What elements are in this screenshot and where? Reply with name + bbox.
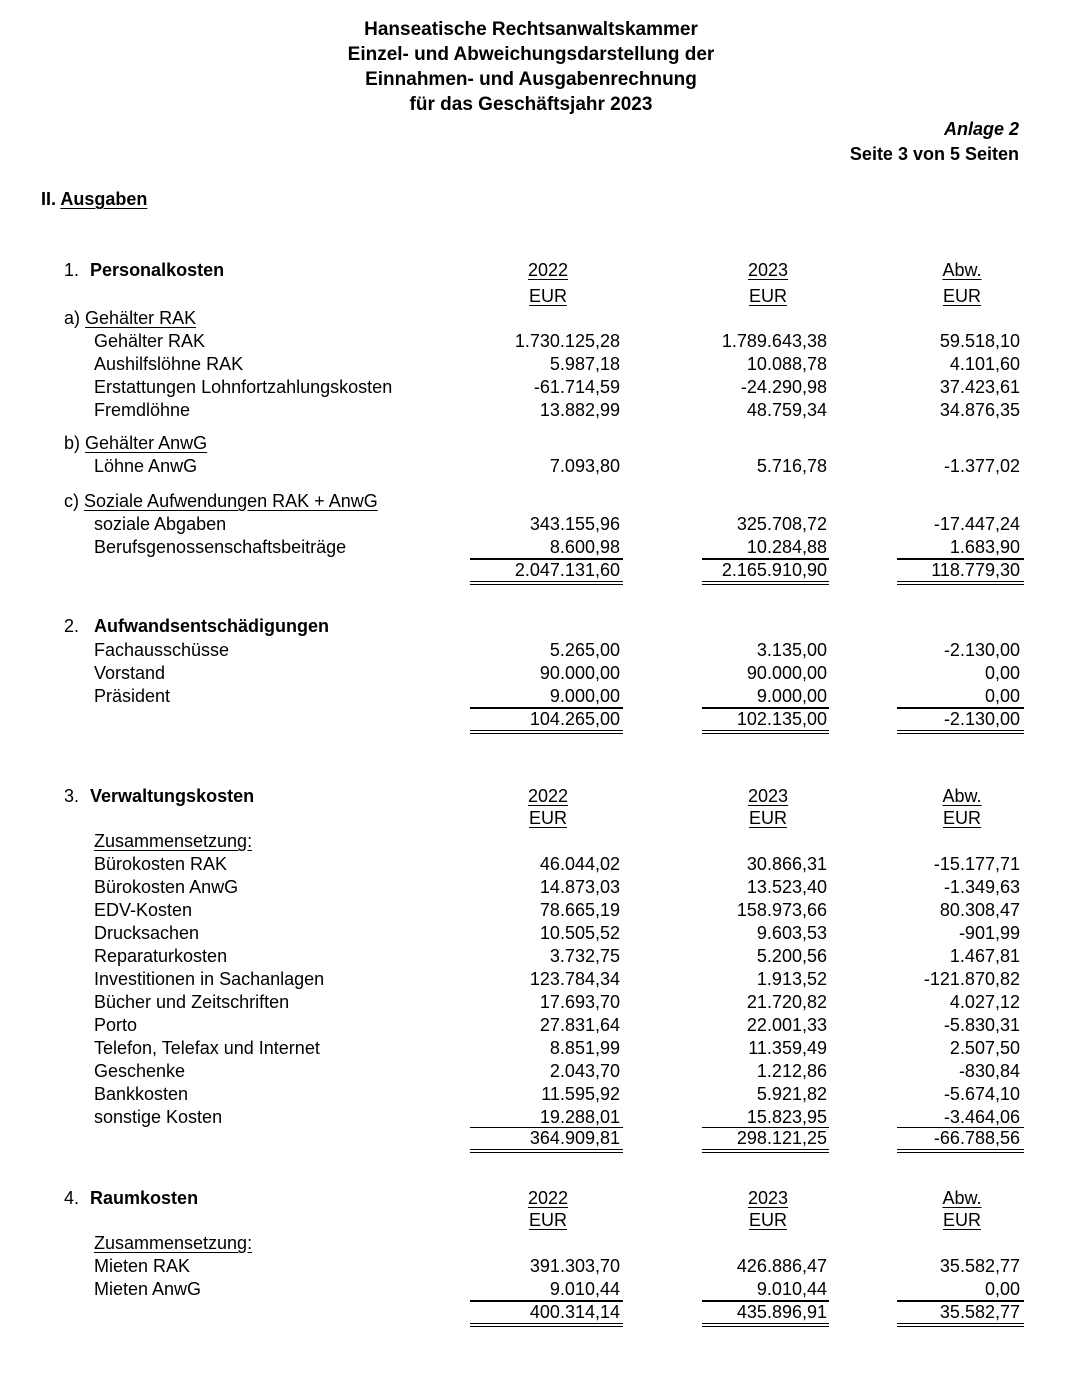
total-abw: -66.788,56 bbox=[933, 1128, 1020, 1148]
value-2023: 5.200,56 bbox=[756, 946, 827, 966]
value-abw: -5.830,31 bbox=[943, 1015, 1020, 1035]
value-2022: 8.600,98 bbox=[549, 537, 620, 557]
group-heading bbox=[64, 432, 207, 455]
row-label: Präsident bbox=[94, 686, 171, 706]
row-label: Porto bbox=[94, 1015, 138, 1035]
composition-label: Zusammensetzung: bbox=[94, 831, 253, 851]
column-header-2022: 2022 bbox=[527, 260, 569, 280]
row-label: Fachausschüsse bbox=[94, 640, 230, 660]
value-abw: -2.130,00 bbox=[943, 640, 1020, 660]
section-heading bbox=[64, 615, 329, 638]
value-2023: 90.000,00 bbox=[746, 663, 827, 683]
value-2023: 5.716,78 bbox=[756, 456, 827, 476]
value-abw: 1.467,81 bbox=[949, 946, 1020, 966]
value-2023: -24.290,98 bbox=[740, 377, 827, 397]
section-title: Personalkosten bbox=[90, 260, 225, 280]
section-heading bbox=[64, 259, 224, 282]
row-label: Geschenke bbox=[94, 1061, 186, 1081]
row-label: Mieten AnwG bbox=[94, 1279, 202, 1299]
section-number: 2. bbox=[64, 616, 80, 636]
total-double-rule bbox=[702, 1323, 829, 1327]
value-2023: 30.866,31 bbox=[746, 854, 827, 874]
row-label: Berufsgenossenschaftsbeiträge bbox=[94, 537, 347, 557]
row-label: Löhne AnwG bbox=[94, 456, 198, 476]
column-unit: EUR bbox=[528, 808, 567, 828]
attachment-label: Anlage 2 bbox=[943, 119, 1019, 139]
value-abw: 59.518,10 bbox=[939, 331, 1020, 351]
row-label: Gehälter RAK bbox=[94, 331, 206, 351]
part-number: II. bbox=[41, 189, 57, 209]
column-header-2023: 2023 bbox=[747, 786, 789, 806]
column-unit: EUR bbox=[528, 286, 567, 306]
section-number: 4. bbox=[64, 1188, 80, 1208]
value-2022: 14.873,03 bbox=[539, 877, 620, 897]
value-2022: 5.265,00 bbox=[549, 640, 620, 660]
section-title: Raumkosten bbox=[90, 1188, 199, 1208]
column-header-abw: Abw. bbox=[942, 786, 982, 806]
value-2023: 11.359,49 bbox=[748, 1038, 827, 1058]
title-line: Einnahmen- und Ausgabenrechnung bbox=[365, 69, 697, 90]
value-2023: 10.284,88 bbox=[746, 537, 827, 557]
title-line: für das Geschäftsjahr 2023 bbox=[409, 94, 653, 115]
row-label: soziale Abgaben bbox=[94, 514, 227, 534]
value-2022: 9.000,00 bbox=[549, 686, 620, 706]
total-double-rule bbox=[897, 1149, 1024, 1153]
section-heading bbox=[64, 785, 254, 808]
value-2023: 325.708,72 bbox=[736, 514, 827, 534]
value-2023: 9.000,00 bbox=[756, 686, 827, 706]
page-indicator: Seite 3 von 5 Seiten bbox=[849, 144, 1019, 164]
row-label: Telefon, Telefax und Internet bbox=[94, 1038, 320, 1058]
value-abw: 4.027,12 bbox=[949, 992, 1020, 1012]
value-2022: 46.044,02 bbox=[539, 854, 620, 874]
total-2022: 104.265,00 bbox=[529, 709, 620, 729]
section-title: Verwaltungskosten bbox=[90, 786, 255, 806]
value-abw: 4.101,60 bbox=[949, 354, 1020, 374]
total-2023: 102.135,00 bbox=[736, 709, 827, 729]
value-abw: 2.507,50 bbox=[949, 1038, 1020, 1058]
value-abw: -830,84 bbox=[958, 1061, 1020, 1081]
value-2022: 10.505,52 bbox=[539, 923, 620, 943]
row-label: Bürokosten AnwG bbox=[94, 877, 239, 897]
attachment-info bbox=[850, 117, 1019, 167]
value-2023: 1.789.643,38 bbox=[721, 331, 827, 351]
composition-label: Zusammensetzung: bbox=[94, 1233, 253, 1253]
total-abw: 35.582,77 bbox=[939, 1302, 1020, 1322]
row-label: sonstige Kosten bbox=[94, 1107, 223, 1127]
value-2023: 1.913,52 bbox=[756, 969, 827, 989]
value-2022: 123.784,34 bbox=[529, 969, 620, 989]
column-unit: EUR bbox=[748, 808, 787, 828]
total-2022: 364.909,81 bbox=[529, 1128, 620, 1148]
value-2023: 9.603,53 bbox=[756, 923, 827, 943]
title-line: Einzel- und Abweichungsdarstellung der bbox=[347, 44, 715, 65]
value-abw: -121.870,82 bbox=[923, 969, 1020, 989]
total-2023: 2.165.910,90 bbox=[721, 560, 827, 580]
column-header-abw: Abw. bbox=[942, 1188, 982, 1208]
value-abw: -15.177,71 bbox=[933, 854, 1020, 874]
value-abw: 34.876,35 bbox=[939, 400, 1020, 420]
value-2022: 9.010,44 bbox=[549, 1279, 620, 1299]
value-2022: 5.987,18 bbox=[549, 354, 620, 374]
value-2023: 426.886,47 bbox=[736, 1256, 827, 1276]
value-abw: -1.349,63 bbox=[943, 877, 1020, 897]
column-header-2023: 2023 bbox=[747, 1188, 789, 1208]
value-abw: 1.683,90 bbox=[949, 537, 1020, 557]
section-heading bbox=[64, 1187, 198, 1210]
value-abw: -1.377,02 bbox=[943, 456, 1020, 476]
value-abw: -17.447,24 bbox=[933, 514, 1020, 534]
value-2022: 343.155,96 bbox=[529, 514, 620, 534]
value-2023: 13.523,40 bbox=[746, 877, 827, 897]
value-abw: 0,00 bbox=[984, 1279, 1020, 1299]
row-label: Bürokosten RAK bbox=[94, 854, 228, 874]
value-2023: 9.010,44 bbox=[756, 1279, 827, 1299]
value-abw: 35.582,77 bbox=[939, 1256, 1020, 1276]
total-double-rule bbox=[897, 730, 1024, 734]
value-2023: 21.720,82 bbox=[746, 992, 827, 1012]
row-label: Investitionen in Sachanlagen bbox=[94, 969, 325, 989]
column-unit: EUR bbox=[942, 286, 981, 306]
value-2022: 13.882,99 bbox=[539, 400, 620, 420]
total-double-rule bbox=[897, 1323, 1024, 1327]
value-2023: 15.823,95 bbox=[746, 1107, 827, 1127]
value-2022: 90.000,00 bbox=[539, 663, 620, 683]
total-double-rule bbox=[897, 581, 1024, 585]
group-label: c) bbox=[64, 491, 79, 511]
value-2022: 2.043,70 bbox=[549, 1061, 620, 1081]
value-2023: 158.973,66 bbox=[736, 900, 827, 920]
column-unit: EUR bbox=[942, 1210, 981, 1230]
total-abw: 118.779,30 bbox=[931, 560, 1020, 580]
total-double-rule bbox=[470, 730, 623, 734]
total-2023: 298.121,25 bbox=[736, 1128, 827, 1148]
value-2022: 11.595,92 bbox=[541, 1084, 620, 1104]
value-abw: 37.423,61 bbox=[939, 377, 1020, 397]
row-label: EDV-Kosten bbox=[94, 900, 193, 920]
document-title bbox=[300, 17, 762, 117]
total-2022: 2.047.131,60 bbox=[514, 560, 620, 580]
total-double-rule bbox=[702, 1149, 829, 1153]
group-title: Soziale Aufwendungen RAK + AnwG bbox=[84, 491, 378, 511]
column-header-abw: Abw. bbox=[942, 260, 982, 280]
row-label: Aushilfslöhne RAK bbox=[94, 354, 244, 374]
column-unit: EUR bbox=[748, 286, 787, 306]
value-2022: 1.730.125,28 bbox=[514, 331, 620, 351]
group-title: Gehälter AnwG bbox=[85, 433, 208, 453]
value-2022: 8.851,99 bbox=[549, 1038, 620, 1058]
row-label: Bücher und Zeitschriften bbox=[94, 992, 290, 1012]
value-abw: -5.674,10 bbox=[943, 1084, 1020, 1104]
total-double-rule bbox=[470, 1323, 623, 1327]
value-abw: 80.308,47 bbox=[939, 900, 1020, 920]
value-abw: 0,00 bbox=[984, 686, 1020, 706]
value-abw: 0,00 bbox=[984, 663, 1020, 683]
section-title: Aufwandsentschädigungen bbox=[94, 616, 330, 636]
row-label: Bankkosten bbox=[94, 1084, 189, 1104]
column-header-2022: 2022 bbox=[527, 786, 569, 806]
value-2023: 5.921,82 bbox=[756, 1084, 827, 1104]
group-heading bbox=[64, 307, 196, 330]
value-2023: 10.088,78 bbox=[746, 354, 827, 374]
value-abw: -901,99 bbox=[958, 923, 1020, 943]
total-double-rule bbox=[470, 581, 623, 585]
row-label: Vorstand bbox=[94, 663, 166, 683]
section-number: 3. bbox=[64, 786, 80, 806]
group-label: b) bbox=[64, 433, 81, 453]
column-unit: EUR bbox=[748, 1210, 787, 1230]
column-unit: EUR bbox=[528, 1210, 567, 1230]
value-abw: -3.464,06 bbox=[943, 1107, 1020, 1127]
total-2022: 400.314,14 bbox=[529, 1302, 620, 1322]
title-line: Hanseatische Rechtsanwaltskammer bbox=[364, 19, 698, 40]
value-2022: 17.693,70 bbox=[539, 992, 620, 1012]
value-2023: 3.135,00 bbox=[756, 640, 827, 660]
total-double-rule bbox=[702, 581, 829, 585]
row-label: Mieten RAK bbox=[94, 1256, 191, 1276]
value-2022: -61.714,59 bbox=[533, 377, 620, 397]
total-2023: 435.896,91 bbox=[736, 1302, 827, 1322]
group-heading bbox=[64, 490, 378, 513]
group-title: Gehälter RAK bbox=[85, 308, 197, 328]
value-2022: 391.303,70 bbox=[529, 1256, 620, 1276]
value-2022: 27.831,64 bbox=[539, 1015, 620, 1035]
value-2022: 78.665,19 bbox=[539, 900, 620, 920]
column-unit: EUR bbox=[942, 808, 981, 828]
row-label: Drucksachen bbox=[94, 923, 200, 943]
row-label: Erstattungen Lohnfortzahlungskosten bbox=[94, 377, 393, 397]
value-2023: 1.212,86 bbox=[756, 1061, 827, 1081]
column-header-2023: 2023 bbox=[747, 260, 789, 280]
section-number: 1. bbox=[64, 260, 80, 280]
value-2023: 22.001,33 bbox=[746, 1015, 827, 1035]
value-2022: 3.732,75 bbox=[549, 946, 620, 966]
row-label: Fremdlöhne bbox=[94, 400, 191, 420]
value-2022: 7.093,80 bbox=[549, 456, 620, 476]
total-abw: -2.130,00 bbox=[943, 709, 1020, 729]
group-label: a) bbox=[64, 308, 81, 328]
part-title: Ausgaben bbox=[60, 189, 148, 209]
column-header-2022: 2022 bbox=[527, 1188, 569, 1208]
total-double-rule bbox=[702, 730, 829, 734]
row-label: Reparaturkosten bbox=[94, 946, 228, 966]
value-2023: 48.759,34 bbox=[746, 400, 827, 420]
value-2022: 19.288,01 bbox=[539, 1107, 620, 1127]
part-heading bbox=[41, 188, 147, 211]
total-double-rule bbox=[470, 1149, 623, 1153]
